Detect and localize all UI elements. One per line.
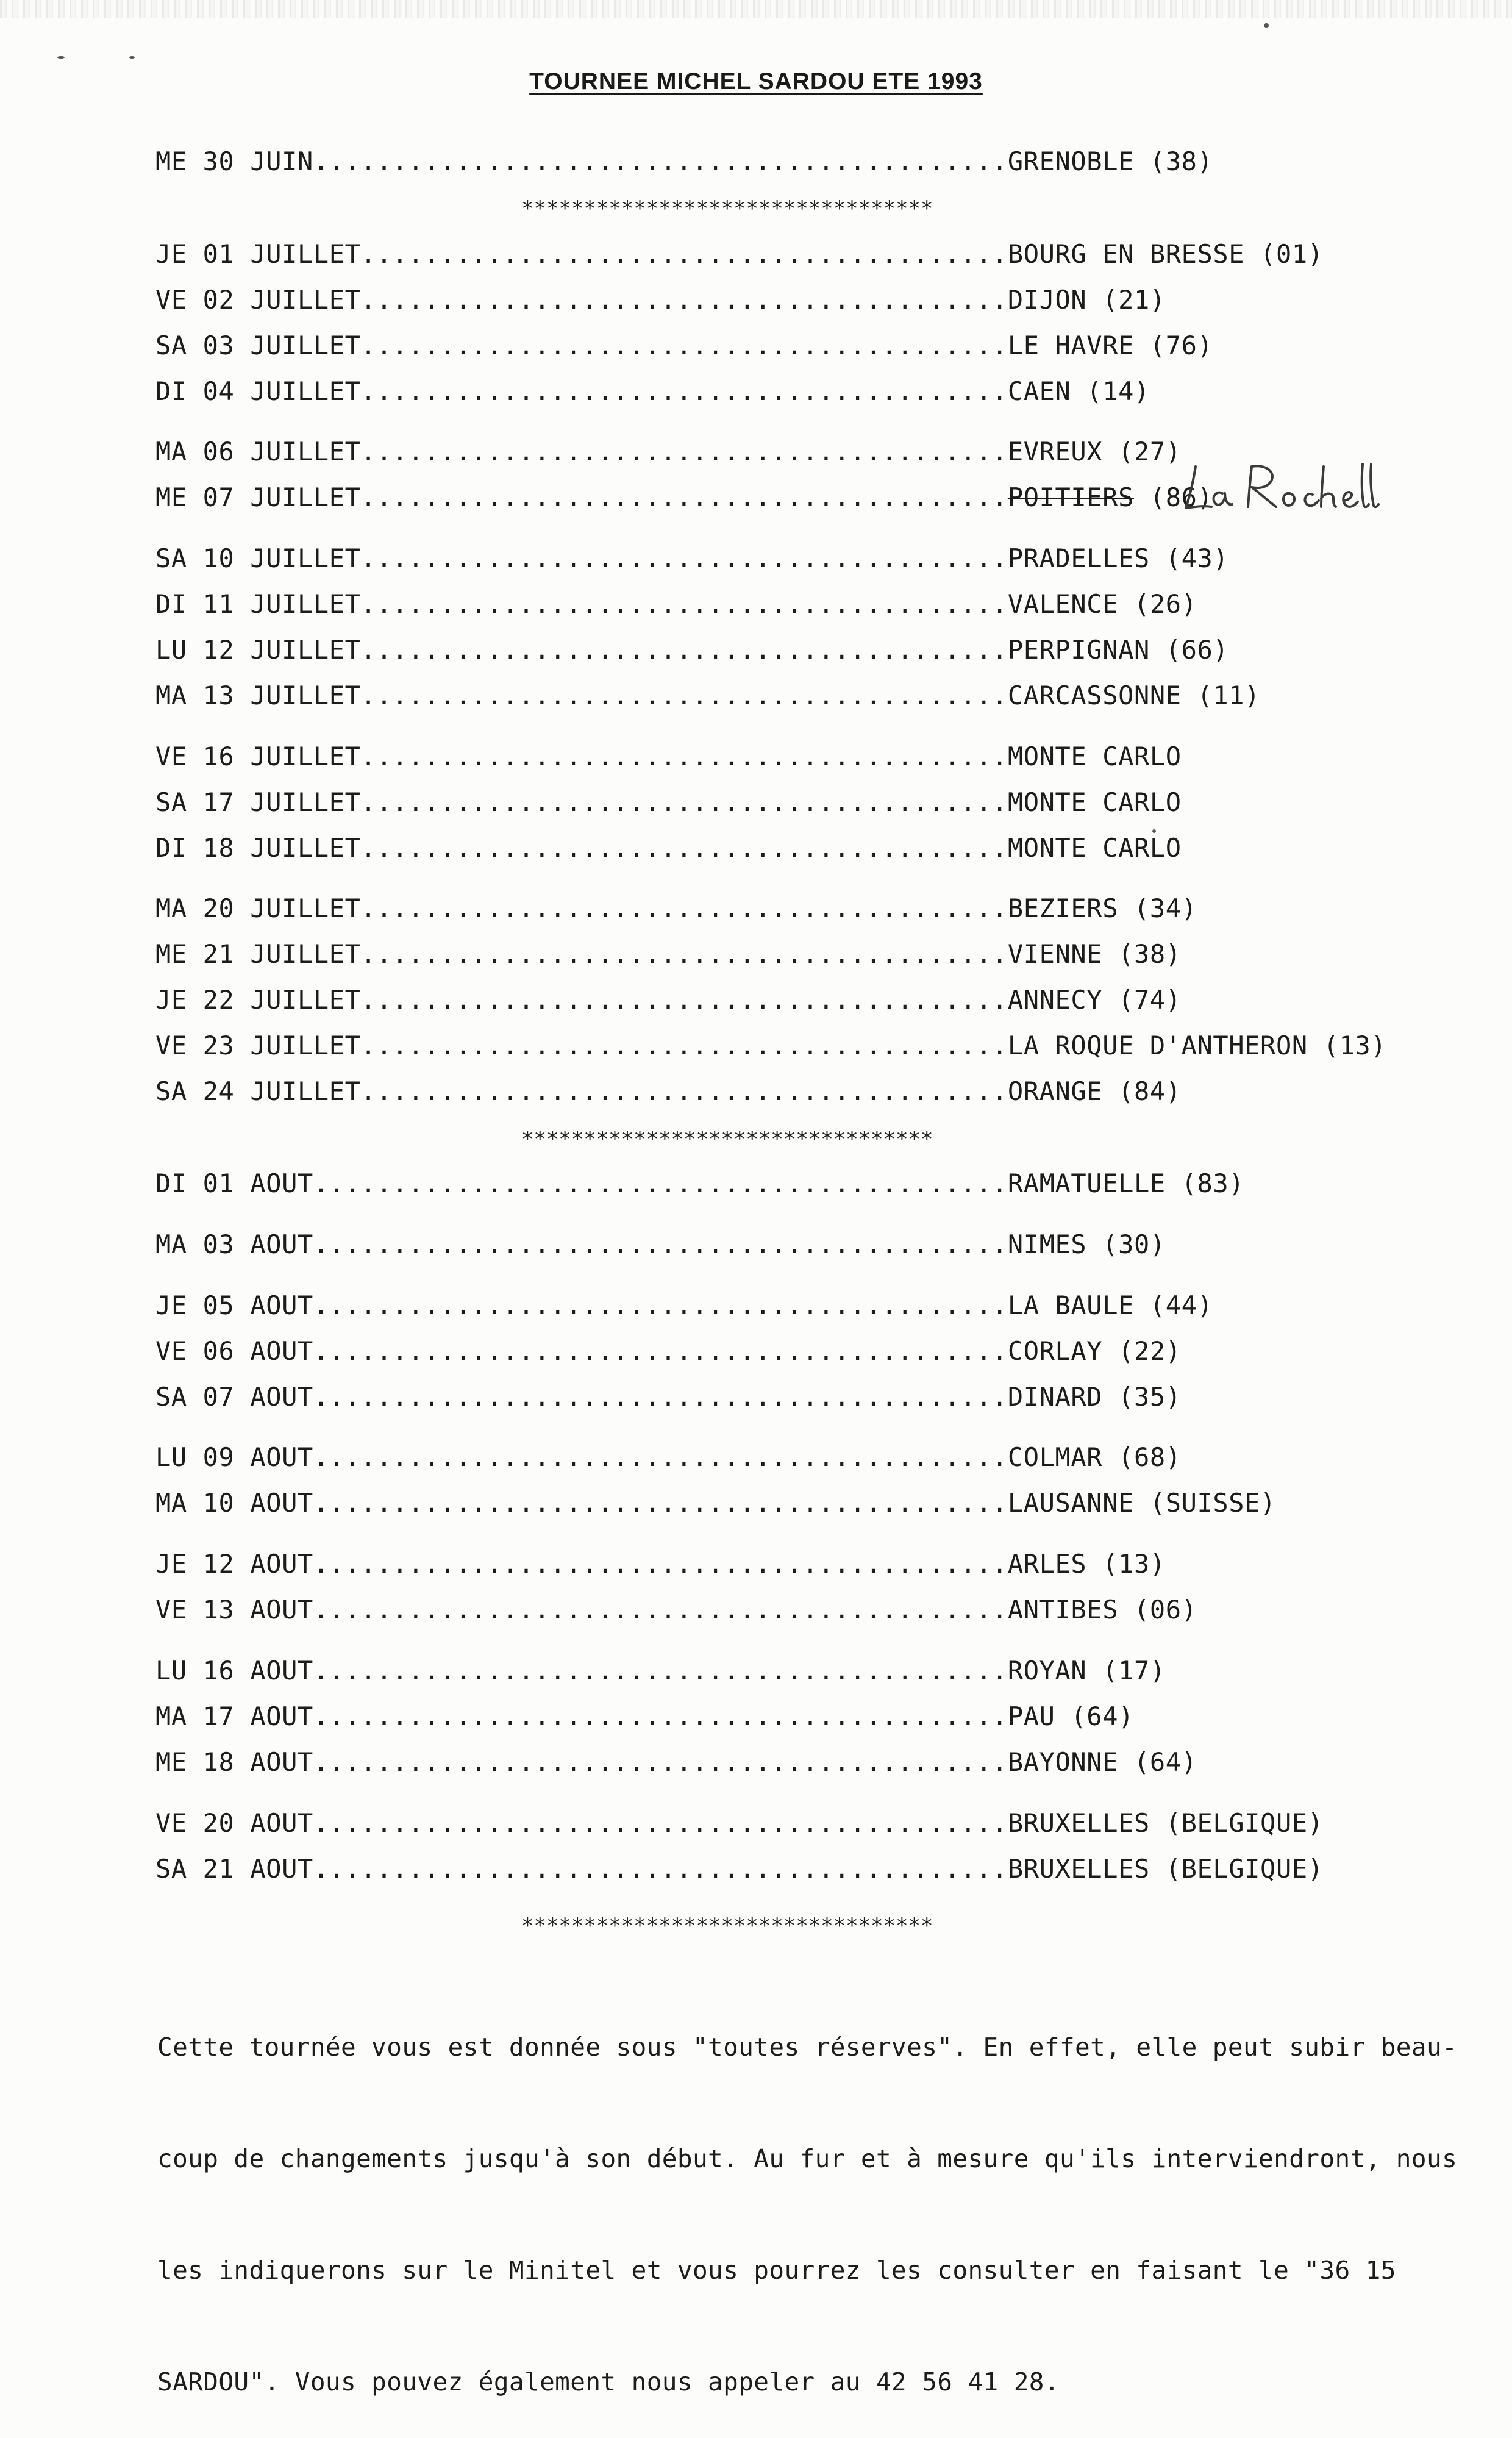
tour-date: MA 13 JUILLET xyxy=(155,681,361,710)
tour-date: JE 01 JUILLET xyxy=(155,239,361,269)
tour-city: GRENOBLE (38) xyxy=(1007,146,1213,176)
tour-date-row xyxy=(155,833,1182,863)
tour-city: BRUXELLES (BELGIQUE) xyxy=(1007,1854,1324,1884)
dot-leader: ............................................ xyxy=(313,1290,1008,1320)
dot-leader: ......................................... xyxy=(360,681,1008,710)
tour-city: BRUXELLES (BELGIQUE) xyxy=(1007,1808,1324,1838)
dot-leader: ......................................... xyxy=(360,635,1008,665)
tour-date-row xyxy=(155,939,1182,970)
tour-date-row xyxy=(155,1290,1213,1321)
note-line: coup de changements jusqu'à son début. Au fur et à mesure qu'ils interviendront, nous xyxy=(157,2144,1458,2173)
tour-date-row xyxy=(155,331,1213,361)
tour-date-row xyxy=(155,1747,1197,1778)
tour-city: EVREUX (27) xyxy=(1007,437,1182,467)
tour-date-row xyxy=(155,482,1213,513)
scan-speck xyxy=(1264,23,1269,28)
tour-date: VE 16 JUILLET xyxy=(155,742,361,771)
dot-leader: ............................................ xyxy=(313,1595,1008,1625)
tour-date: MA 17 AOUT xyxy=(155,1701,313,1731)
tour-date-row xyxy=(155,893,1197,924)
document-title: TOURNEE MICHEL SARDOU ETE 1993 xyxy=(529,68,983,95)
tour-date: VE 23 JUILLET xyxy=(155,1031,361,1060)
tour-date: ME 21 JUILLET xyxy=(155,939,361,969)
dot-leader: ............................................ xyxy=(313,1382,1008,1412)
tour-date: VE 13 AOUT xyxy=(155,1595,313,1625)
scan-edge-noise xyxy=(0,0,1512,18)
dot-leader: ............................................ xyxy=(313,1488,1008,1518)
dot-leader: ............................................ xyxy=(313,1229,1008,1259)
tour-city: BOURG EN BRESSE (01) xyxy=(1007,239,1324,269)
dot-leader: ......................................... xyxy=(360,331,1008,360)
tour-date-row xyxy=(155,1031,1386,1061)
tour-date-row xyxy=(155,1549,1166,1579)
tour-date-row xyxy=(155,1488,1276,1518)
tour-city: MONTE CARLO xyxy=(1007,742,1182,771)
tour-date-row xyxy=(155,1854,1324,1884)
tour-date: JE 12 AOUT xyxy=(155,1549,313,1579)
dot-leader: ............................................ xyxy=(313,1747,1008,1777)
tour-date-row xyxy=(155,1382,1182,1412)
tour-date-row xyxy=(155,146,1213,177)
tour-date-row xyxy=(155,1656,1166,1686)
tour-date-row xyxy=(155,1595,1197,1625)
dot-leader: ............................................ xyxy=(313,1549,1008,1579)
scan-speck xyxy=(57,56,65,59)
tour-date-row xyxy=(155,1442,1182,1473)
tour-date-row xyxy=(155,742,1182,772)
tour-date-row xyxy=(155,681,1260,711)
tour-city: ANNECY (74) xyxy=(1007,985,1182,1015)
tour-date-row xyxy=(155,285,1166,315)
tour-city: MONTE CARLO xyxy=(1007,787,1182,817)
tour-date: SA 10 JUILLET xyxy=(155,543,361,573)
tour-date: LU 12 JUILLET xyxy=(155,635,361,665)
tour-date: SA 07 AOUT xyxy=(155,1382,313,1412)
tour-city: LA ROQUE D'ANTHERON (13) xyxy=(1007,1031,1387,1060)
disclaimer-note xyxy=(157,1954,1456,2438)
tour-date: VE 06 AOUT xyxy=(155,1336,313,1366)
tour-city: RAMATUELLE (83) xyxy=(1007,1168,1245,1198)
tour-date-row xyxy=(155,1168,1244,1199)
note-line: Cette tournée vous est donnée sous "toutes réserves". En effet, elle peut subir beau- xyxy=(157,2032,1458,2062)
tour-date-row xyxy=(155,1808,1324,1839)
tour-city: (86) xyxy=(1133,482,1213,512)
dot-leader: ......................................... xyxy=(360,742,1008,771)
tour-city: DIJON (21) xyxy=(1007,285,1166,315)
tour-city: PRADELLES (43) xyxy=(1007,543,1229,573)
tour-date-row xyxy=(155,1701,1134,1732)
dot-leader: ............................................ xyxy=(313,1701,1008,1731)
dot-leader: ......................................... xyxy=(360,893,1008,923)
asterisk-separator: ********************************* xyxy=(521,1127,933,1151)
tour-date: VE 20 AOUT xyxy=(155,1808,313,1838)
tour-date: JE 05 AOUT xyxy=(155,1290,313,1320)
tour-date-row xyxy=(155,1076,1182,1107)
dot-leader: ............................................ xyxy=(313,146,1008,176)
struck-city: POITIERS xyxy=(1007,482,1134,512)
dot-leader: ......................................... xyxy=(360,833,1008,863)
tour-date-row xyxy=(155,589,1197,620)
tour-city: VIENNE (38) xyxy=(1007,939,1182,969)
dot-leader: ......................................... xyxy=(360,437,1008,467)
tour-date: LU 16 AOUT xyxy=(155,1656,313,1686)
handwritten-annotation xyxy=(1180,454,1381,521)
tour-date-row xyxy=(155,1336,1182,1367)
dot-leader: ......................................... xyxy=(360,543,1008,573)
tour-city: CAEN (14) xyxy=(1007,376,1150,406)
tour-date-row xyxy=(155,635,1228,665)
dot-leader: ............................................ xyxy=(313,1336,1008,1366)
tour-city: CORLAY (22) xyxy=(1007,1336,1182,1366)
tour-date-row xyxy=(155,985,1182,1015)
tour-city: ARLES (13) xyxy=(1007,1549,1166,1579)
tour-date: MA 10 AOUT xyxy=(155,1488,313,1518)
asterisk-separator: ********************************* xyxy=(521,196,933,221)
tour-date-row xyxy=(155,437,1182,467)
tour-city: PAU (64) xyxy=(1007,1701,1134,1731)
tour-date-row xyxy=(155,239,1324,270)
tour-city: CARCASSONNE (11) xyxy=(1007,681,1261,710)
tour-date: VE 02 JUILLET xyxy=(155,285,361,315)
tour-date: JE 22 JUILLET xyxy=(155,985,361,1015)
dot-leader: ......................................... xyxy=(360,589,1008,619)
dot-leader: ............................................ xyxy=(313,1442,1008,1472)
tour-city: ORANGE (84) xyxy=(1007,1076,1182,1106)
scan-speck xyxy=(129,56,135,59)
tour-date: MA 20 JUILLET xyxy=(155,893,361,923)
tour-city: MONTE CARLO xyxy=(1007,833,1182,863)
tour-date: DI 04 JUILLET xyxy=(155,376,361,406)
tour-date: DI 01 AOUT xyxy=(155,1168,313,1198)
dot-leader: ......................................... xyxy=(360,985,1008,1015)
tour-city: LAUSANNE (SUISSE) xyxy=(1007,1488,1276,1518)
tour-date-row xyxy=(155,1229,1166,1260)
dot-leader: ......................................... xyxy=(360,1031,1008,1060)
tour-date: SA 03 JUILLET xyxy=(155,331,361,360)
dot-leader: ......................................... xyxy=(360,939,1008,969)
dot-leader: ......................................... xyxy=(360,787,1008,817)
tour-city: NIMES (30) xyxy=(1007,1229,1166,1259)
tour-city: BEZIERS (34) xyxy=(1007,893,1197,923)
tour-date-row xyxy=(155,787,1182,818)
tour-date: SA 21 AOUT xyxy=(155,1854,313,1884)
dot-leader: ......................................... xyxy=(360,1076,1008,1106)
tour-date: DI 18 JUILLET xyxy=(155,833,361,863)
tour-date: ME 07 JUILLET xyxy=(155,482,361,512)
dot-leader: ......................................... xyxy=(360,376,1008,406)
dot-leader: ......................................... xyxy=(360,285,1008,315)
tour-city: ANTIBES (06) xyxy=(1007,1595,1197,1625)
tour-date: MA 06 JUILLET xyxy=(155,437,361,467)
dot-leader: ......................................... xyxy=(360,239,1008,269)
tour-date: MA 03 AOUT xyxy=(155,1229,313,1259)
tour-city: PERPIGNAN (66) xyxy=(1007,635,1229,665)
tour-city: DINARD (35) xyxy=(1007,1382,1182,1412)
asterisk-separator: ********************************* xyxy=(521,1914,933,1938)
tour-city: COLMAR (68) xyxy=(1007,1442,1182,1472)
tour-city: VALENCE (26) xyxy=(1007,589,1197,619)
tour-date: LU 09 AOUT xyxy=(155,1442,313,1472)
tour-date-row xyxy=(155,376,1150,407)
tour-date: DI 11 JUILLET xyxy=(155,589,361,619)
tour-city: LA BAULE (44) xyxy=(1007,1290,1213,1320)
dot-leader: ............................................ xyxy=(313,1854,1008,1884)
dot-leader: ......................................... xyxy=(360,482,1008,512)
handwritten-la-rochelle xyxy=(1180,454,1381,521)
note-line: SARDOU". Vous pouvez également nous appeler au 42 56 41 28. xyxy=(157,2367,1060,2397)
dot-leader: ............................................ xyxy=(313,1808,1008,1838)
tour-date-row xyxy=(155,543,1228,574)
tour-date: ME 30 JUIN xyxy=(155,146,313,176)
tour-date: SA 24 JUILLET xyxy=(155,1076,361,1106)
dot-leader: ............................................ xyxy=(313,1656,1008,1686)
tour-city: BAYONNE (64) xyxy=(1007,1747,1197,1777)
note-line: les indiquerons sur le Minitel et vous pourrez les consulter en faisant le "36 15 xyxy=(157,2256,1396,2285)
tour-date: ME 18 AOUT xyxy=(155,1747,313,1777)
tour-date: SA 17 JUILLET xyxy=(155,787,361,817)
tour-city: ROYAN (17) xyxy=(1007,1656,1166,1686)
tour-city: LE HAVRE (76) xyxy=(1007,331,1213,360)
dot-leader: ............................................ xyxy=(313,1168,1008,1198)
